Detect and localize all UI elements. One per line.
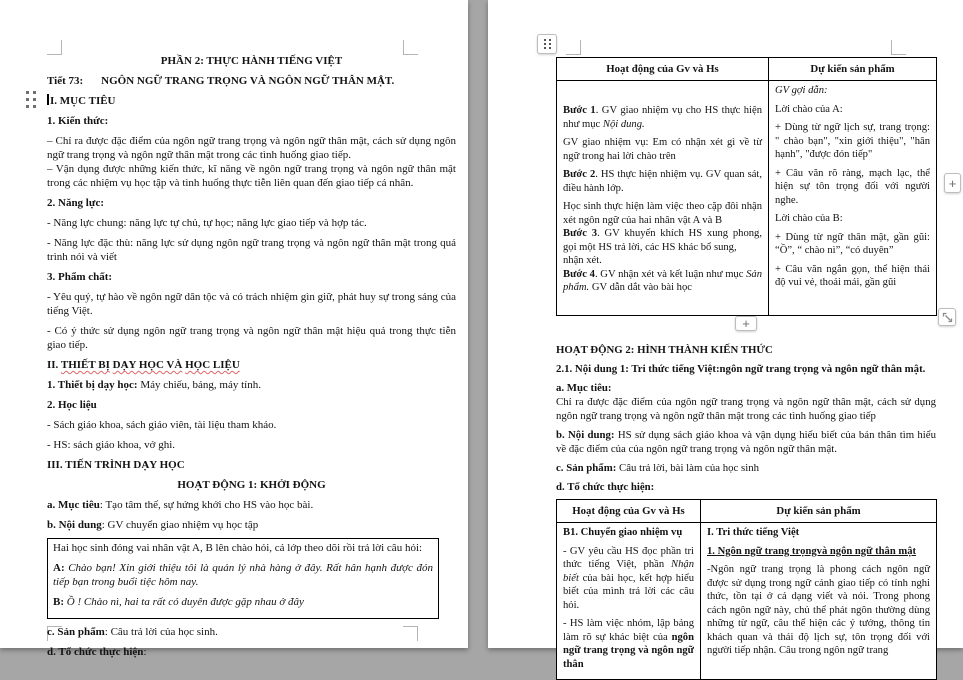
run-text: . GV khuyến khích HS xung phong, gọi một HS trả lời, các HS khác bổ sung, xyxy=(563,228,763,253)
paragraph: – Vận dụng được những kiến thức, kĩ năng về ngôn ngữ trang trọng và ngôn ngữ thân mật trong các nhiệm vụ học tập và tình huống thực tiễn liên quan đến giao tiếp cá nhân. xyxy=(47,163,456,189)
section-heading-1-text: I. MỤC TIÊU xyxy=(50,95,116,107)
add-row-button[interactable] xyxy=(735,316,757,331)
paragraph xyxy=(563,617,694,671)
document-page-2 xyxy=(488,0,963,670)
dialogue-text: Ồ ! Chào nì, hai ta rất có duyên được gặp nhau ở đây xyxy=(64,596,304,608)
margin-corner-mark xyxy=(891,40,906,55)
table-body-row xyxy=(557,523,937,680)
run-label: c. Sản phẩm: xyxy=(556,462,617,474)
paragraph: Lời chào của B: xyxy=(775,213,843,224)
lesson-title: NGÔN NGỮ TRANG TRỌNG VÀ NGÔN NGỮ THÂN MẬT. xyxy=(101,75,395,87)
cell-gv-activities[interactable] xyxy=(557,81,769,316)
paragraph: + Dùng từ ngữ lịch sự, trang trọng: " chào bạn", "xin giới thiệu", "hân hạnh", "được đón tiếp" xyxy=(775,122,930,160)
margin-corner-mark xyxy=(566,40,581,55)
subsection-heading: 1. Kiến thức: xyxy=(47,115,109,127)
paragraph: - Năng lực đặc thù: năng lực sử dụng ngôn ngữ trang trọng và ngôn ngữ thân mật trong quá trình nói và viết xyxy=(47,237,456,263)
column-header-du-kien: Dự kiến sản phẩm xyxy=(769,58,937,81)
subsection-heading: 2. Học liệu xyxy=(47,399,97,411)
cell-expected-products[interactable] xyxy=(701,523,937,680)
dialogue-text: Chào bạn! Xin giới thiệu tôi là quản lý nhà hàng ở đây. Rất hân hạnh được đón tiếp bạn trong buổi tiệc hôm nay. xyxy=(53,562,433,588)
paragraph: Hai học sinh đóng vai nhân vật A, B lên chào hỏi, cả lớp theo dõi rồi trả lời câu hỏi: xyxy=(53,542,423,554)
run-bold: ngôn ngữ trang trọng và ngôn ngữ thân xyxy=(563,631,694,670)
plus-icon: + xyxy=(742,316,750,331)
paragraph: - Yêu quý, tự hào về ngôn ngữ dân tộc và có trách nhiệm gìn giữ, phát huy sự trong sáng của tiếng Việt. xyxy=(47,291,456,317)
paragraph xyxy=(53,595,433,609)
speaker-label: B: xyxy=(53,596,64,608)
table-body-row xyxy=(557,81,937,316)
run-label: a. Mục tiêu: xyxy=(556,382,612,394)
run-text: Máy chiếu, bảng, máy tính. xyxy=(137,379,261,391)
run-text: Câu trả lời, bài làm của học sinh xyxy=(616,462,760,474)
run-text: : Tạo tâm thế, sự hứng khởi cho HS vào học bài. xyxy=(99,499,314,511)
step-label: Bước 2 xyxy=(563,169,596,180)
section-heading-1 xyxy=(47,94,456,108)
knowledge-subheading: 1. Ngôn ngữ trang trọngvà ngôn ngữ thân mật xyxy=(707,545,917,557)
paragraph: Chỉ ra được đặc điểm của ngôn ngữ trang trọng và ngôn ngữ thân mật, cách sử dụng ngôn ngữ trang trọng và ngôn ngữ thân mật trong các tình huống giao tiếp xyxy=(556,396,936,422)
run-text: - GV yêu cầu HS đọc phần tri thức tiếng Việt, phần xyxy=(563,545,694,570)
paragraph: – Chỉ ra được đặc điểm của ngôn ngữ trang trọng và ngôn ngữ thân mật, cách sử dụng ngôn ngữ trang trọng và ngôn ngữ thân mật trong các tình huống giao tiếp. xyxy=(47,135,456,161)
column-header-gv-hs: Hoạt động của Gv và Hs xyxy=(557,58,769,81)
paragraph: + Câu văn rõ ràng, mạch lạc, thể hiện sự tôn trọng đối với người nghe. xyxy=(775,167,930,206)
paragraph: - HS: sách giáo khoa, vở ghi. xyxy=(47,439,176,451)
paragraph xyxy=(563,268,762,295)
paragraph: GV gợi dẫn: xyxy=(775,85,828,96)
paragraph xyxy=(47,625,456,639)
activity-1-heading: HOẠT ĐỘNG 1: KHỞI ĐỘNG xyxy=(177,479,326,491)
run-label: a. Mục tiêu xyxy=(47,499,100,511)
run-text: . GV giao nhiệm vụ cho HS thực hiện như mục xyxy=(563,105,762,130)
run-text: của bài học, kết hợp hiểu biết của mình trả lời các câu hỏi. xyxy=(563,572,694,611)
paragraph xyxy=(47,498,456,512)
text-cursor-caret xyxy=(47,94,49,105)
run-label: 1. Thiết bị dạy học: xyxy=(47,379,138,391)
paragraph xyxy=(47,378,456,392)
paragraph: - Sách giáo khoa, sách giáo viên, tài liệu tham khảo. xyxy=(47,419,277,431)
paragraph xyxy=(563,545,694,613)
run-label: d. Tổ chức thực hiện: xyxy=(556,481,655,493)
run-text: - HS làm việc nhóm, lập bảng làm rõ sự khác biệt của xyxy=(563,618,694,643)
run-text: . GV nhận xét và kết luận như mục xyxy=(594,268,747,280)
run-italic: Nhận biết xyxy=(563,559,694,584)
misspelled-word: DẠY HỌC VÀ xyxy=(112,359,183,371)
section-heading-3: III. TIẾN TRÌNH DẠY HỌC xyxy=(47,459,185,471)
run-label: b. Nội dung: xyxy=(556,429,615,441)
paragraph: Lời chào của A: xyxy=(775,103,843,115)
paragraph: - Có ý thức sử dụng ngôn ngữ trang trọng và ngôn ngữ thân mật hiệu quả trong thực tiễn giao tiếp. xyxy=(47,325,456,351)
misspelled-word: HỌC LIỆU xyxy=(185,359,240,371)
activity2-table xyxy=(556,499,937,680)
paragraph: -Ngôn ngữ trang trọng là phong cách ngôn ngữ được sử dụng trong ngữ cảnh giao tiếp có tính nghi thức, tồn tại ở cả dạng viết và nói. Trong phong cách ngôn ngữ này, chủ thể phát ngôn thường dùng những từ ngữ, câu thể hiện các ý tưởng, thông tin khách quan và thái độ lịch sự, tôn trọng đối với người tiếp nhận. Câu trong ngôn ngữ trang xyxy=(707,564,930,656)
run-italic: Sản phẩm. xyxy=(563,268,762,293)
run-label: c. Sản phẩm xyxy=(47,626,105,638)
corner-resize-icon xyxy=(942,312,953,323)
paragraph-drag-handle-icon[interactable] xyxy=(26,91,36,108)
cell-gv-activities[interactable] xyxy=(557,523,701,680)
margin-corner-mark xyxy=(47,40,62,55)
paragraph xyxy=(563,227,762,268)
run-text: : GV chuyển giao nhiệm vụ học tập xyxy=(101,519,259,531)
paragraph xyxy=(53,561,433,589)
part-title: PHẦN 2: THỰC HÀNH TIẾNG VIỆT xyxy=(160,55,343,67)
empty-line xyxy=(563,84,762,104)
paragraph: - Năng lực chung: năng lực tự chủ, tự học; năng lực giao tiếp và hợp tác. xyxy=(47,217,367,229)
run-text: nhận xét. xyxy=(563,255,602,266)
paragraph: Học sinh thực hiện làm việc theo cặp đôi nhận xét ngôn ngữ của hai nhân vật A và B xyxy=(563,201,762,226)
table-move-handle[interactable] xyxy=(537,34,557,54)
heading-text: II. xyxy=(47,359,61,371)
step-label: Bước 1 xyxy=(563,105,596,116)
paragraph xyxy=(556,461,936,475)
paragraph xyxy=(563,168,762,195)
knowledge-heading: I. Tri thức tiếng Việt xyxy=(707,527,800,538)
subsection-heading: 3. Phẩm chất: xyxy=(47,271,113,283)
table-header-row xyxy=(557,58,937,81)
step-label: Bước 4 xyxy=(563,268,595,280)
content-1-heading: 2.1. Nội dung 1: Tri thức tiếng Việt:ngôn ngữ trang trọng và ngôn ngữ thân mật. xyxy=(556,363,926,375)
run-text: : Câu trả lời của học sinh. xyxy=(104,626,218,638)
column-header-gv-hs: Hoạt động của Gv và Hs xyxy=(557,500,701,523)
run-text: . HS thực hiện nhiệm vụ. GV quan sát, điều hành lớp. xyxy=(563,169,762,194)
run-label: b. Nội dung xyxy=(47,519,102,531)
page1-text-body xyxy=(47,54,456,665)
activity-2-heading: HOẠT ĐỘNG 2: HÌNH THÀNH KIẾN THỨC xyxy=(556,344,773,356)
column-header-du-kien: Dự kiến sản phẩm xyxy=(701,500,937,523)
run-text: GV dẫn dắt vào bài học xyxy=(589,282,692,293)
paragraph: GV giao nhiệm vụ: Em có nhận xét gì về từ ngữ trong hai lời chào trên xyxy=(563,137,762,162)
page2-text-body xyxy=(556,57,936,680)
run-italic: Nội dung. xyxy=(602,118,645,130)
speaker-label: A: xyxy=(53,562,65,574)
paragraph xyxy=(556,428,936,456)
subsection-heading: 2. Năng lực: xyxy=(47,197,105,209)
six-dot-grid-icon xyxy=(544,39,551,49)
paragraph: + Câu văn ngắn gọn, thể hiện thái độ vui vẻ, thoải mái, gần gũi xyxy=(775,263,930,288)
paragraph xyxy=(47,645,456,659)
paragraph xyxy=(563,104,762,131)
dialogue-text-box xyxy=(47,538,439,619)
table-header-row xyxy=(557,500,937,523)
margin-corner-mark xyxy=(403,40,418,55)
run-label: d. Tổ chức thực hiện xyxy=(47,646,144,658)
lesson-heading xyxy=(47,74,456,88)
paragraph xyxy=(47,518,456,532)
plus-icon: + xyxy=(948,175,957,191)
run-text: : xyxy=(143,646,147,658)
step-label: Bước 3 xyxy=(563,228,598,239)
activity1-table xyxy=(556,57,937,316)
step-heading: B1. Chuyển giao nhiệm vụ xyxy=(563,527,683,538)
table-resize-handle[interactable] xyxy=(938,308,956,326)
cell-expected-products[interactable] xyxy=(769,81,937,316)
section-heading-2 xyxy=(47,358,456,372)
lesson-number: Tiết 73: xyxy=(47,75,84,87)
add-column-button[interactable] xyxy=(944,173,961,193)
paragraph: + Dùng từ ngữ thân mật, gần gũi: “Ồ”, “ chào nì”, “có duyên” xyxy=(775,231,930,256)
document-page-1 xyxy=(0,0,468,658)
misspelled-word: THIẾT BỊ xyxy=(60,359,110,371)
run-text: HS sử dụng sách giáo khoa và vận dụng hiểu biết của bản thân tìm hiểu về đặc điểm của của ngôn ngữ trang trọng và ngôn ngữ thân mật. xyxy=(556,429,936,455)
